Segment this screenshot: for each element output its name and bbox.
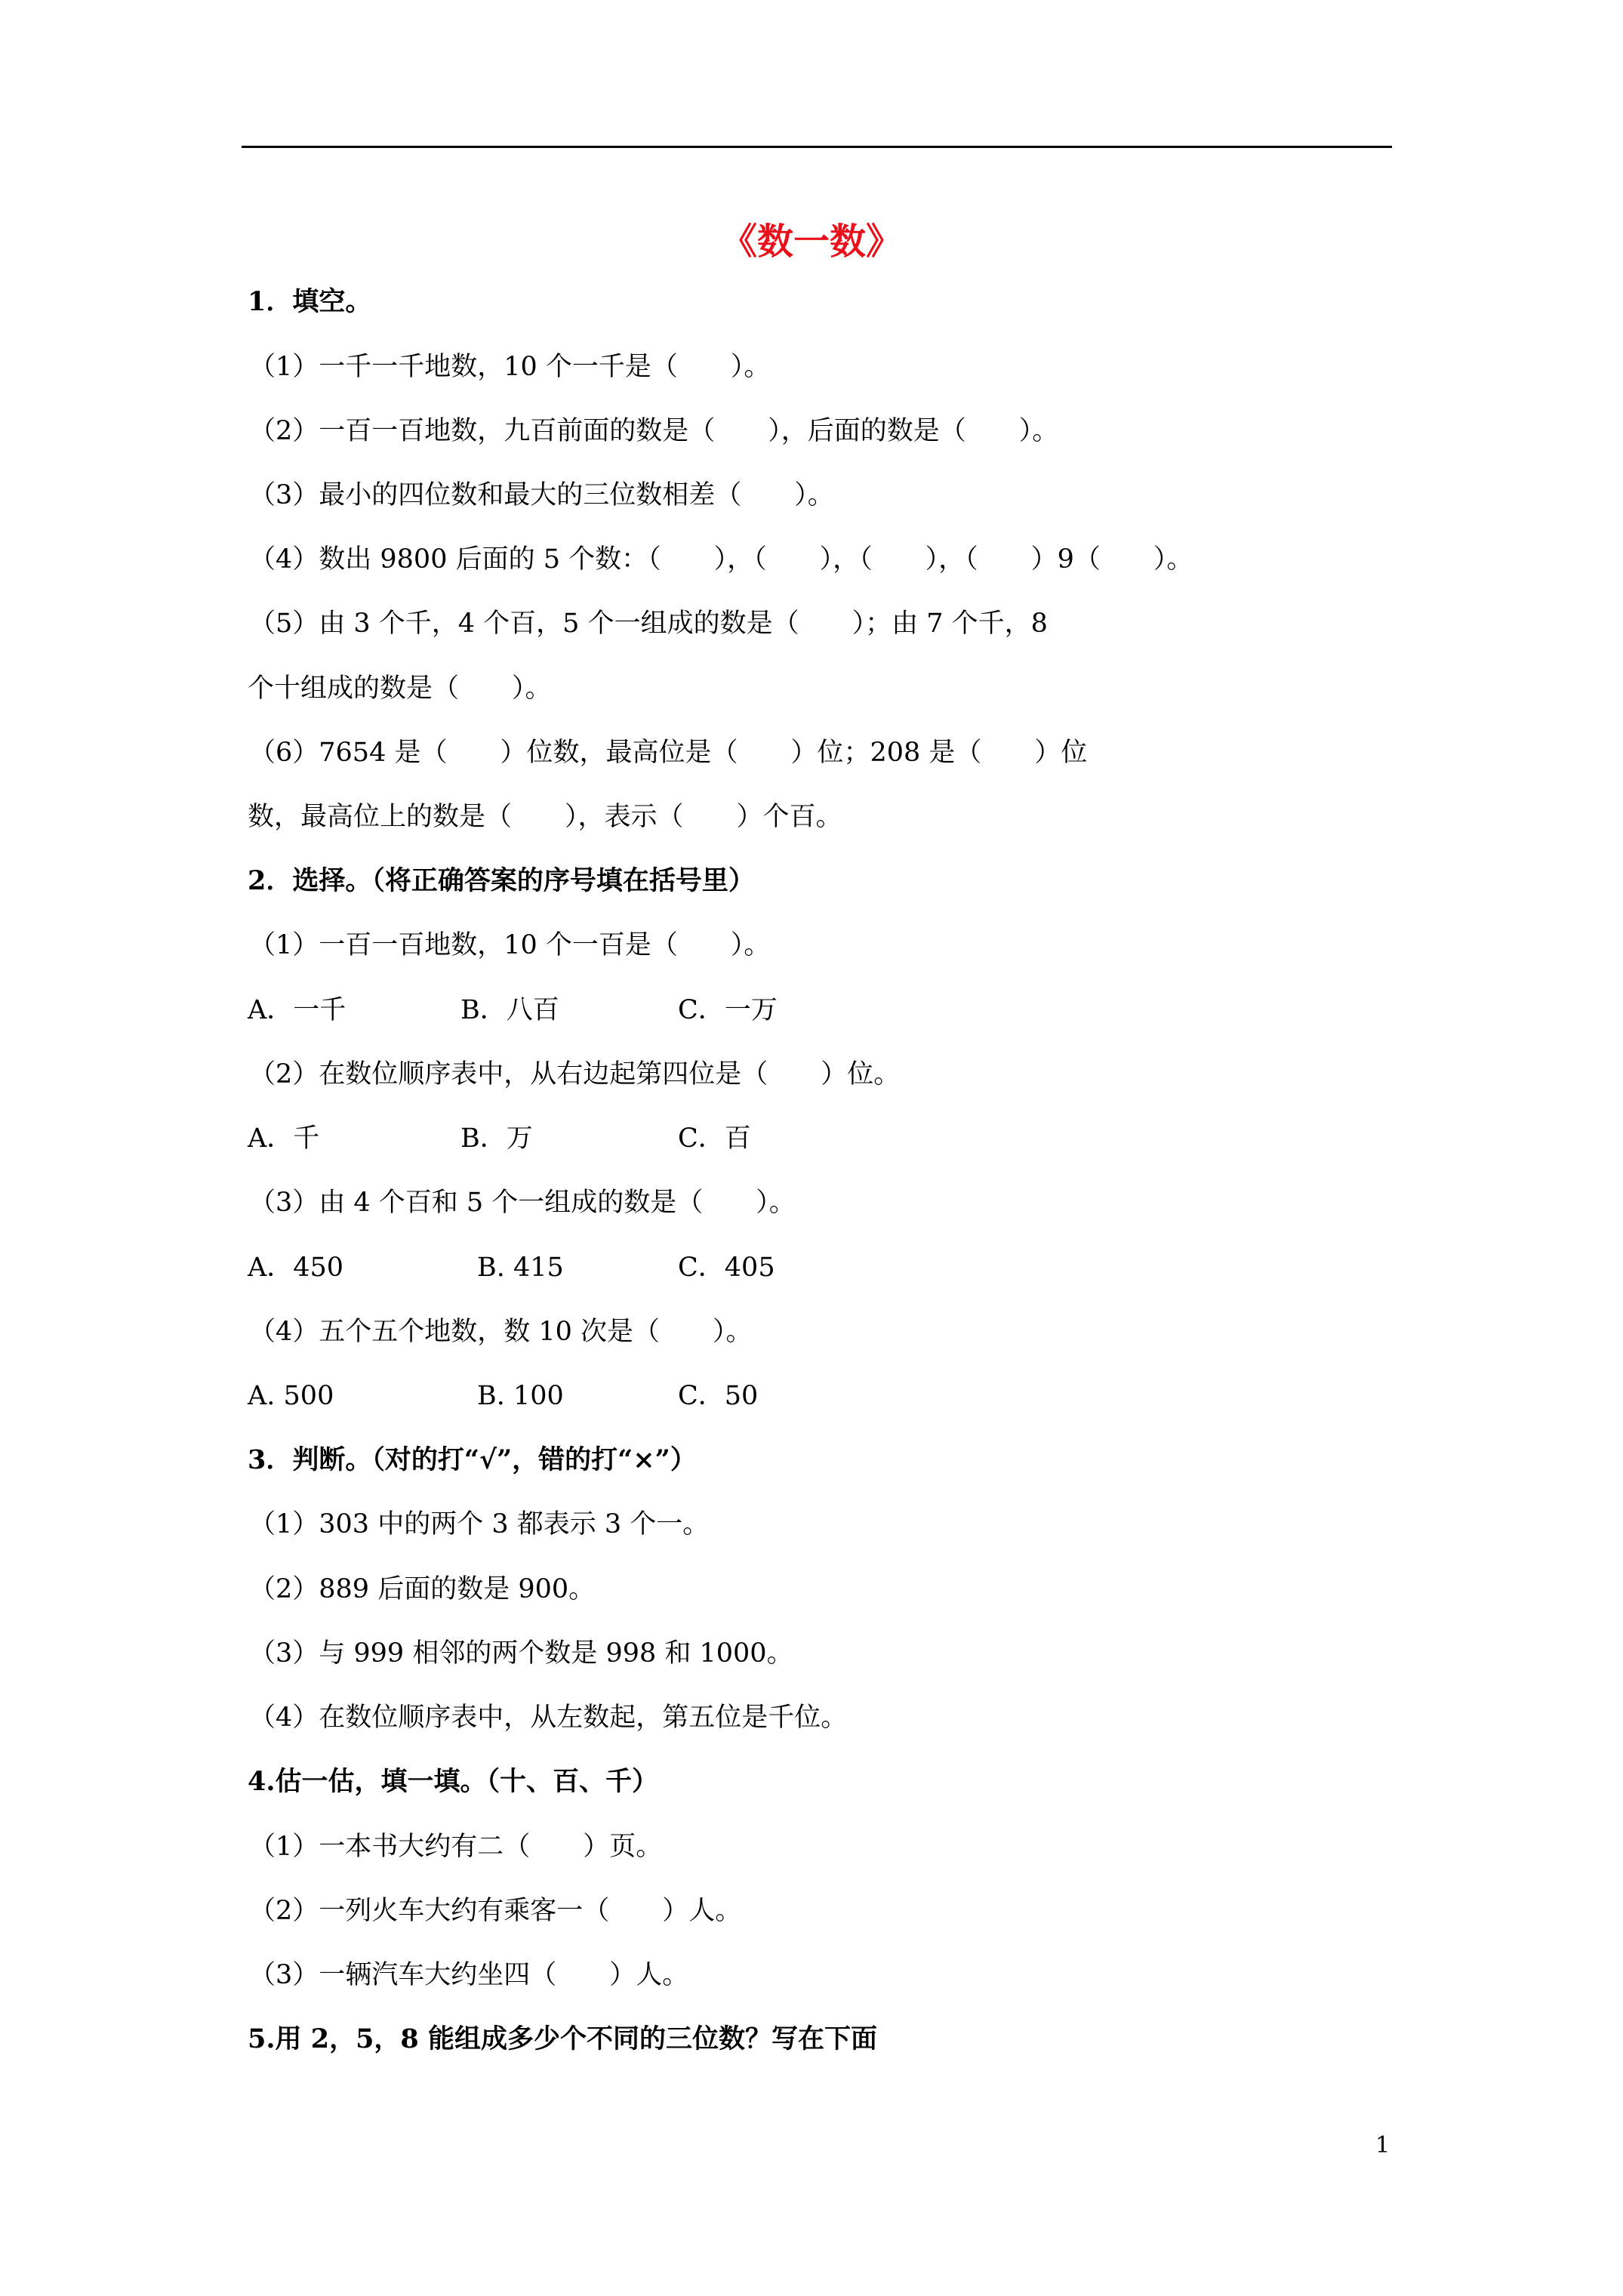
s3-q3: （3）与 999 相邻的两个数是 998 和 1000。 xyxy=(249,1638,793,1669)
s1-q4: （4）数出 9800 后面的 5 个数：（ ），（ ），（ ），（ ）9（ ）。 xyxy=(249,544,1193,575)
s2-q1: （1）一百一百地数，10 个一百是（ ）。 xyxy=(249,930,771,960)
s2-q2: （2）在数位顺序表中，从右边起第四位是（ ）位。 xyxy=(249,1059,901,1089)
s1-q6-line2: 数，最高位上的数是（ ），表示（ ）个百。 xyxy=(248,802,842,832)
section-3-heading: 3．判断。（对的打“√”，错的打“×”） xyxy=(248,1444,697,1475)
section-2-heading: 2．选择。（将正确答案的序号填在括号里） xyxy=(248,865,755,896)
s2-q3-option-a: A．450 xyxy=(248,1253,344,1283)
s2-q4-option-c: C．50 xyxy=(678,1381,759,1411)
s3-q2: （2）889 后面的数是 900。 xyxy=(249,1574,596,1604)
s1-q5-line1: （5）由 3 个千，4 个百，5 个一组成的数是（ ）；由 7 个千，8 xyxy=(249,609,1048,639)
s2-q1-option-c: C．一万 xyxy=(678,995,778,1025)
s1-q3: （3）最小的四位数和最大的三位数相差（ ）。 xyxy=(249,480,834,510)
s2-q3: （3）由 4 个百和 5 个一组成的数是（ ）。 xyxy=(249,1188,796,1218)
page-number: 1 xyxy=(1375,2132,1390,2159)
s2-q4-option-b: B. 100 xyxy=(477,1381,564,1411)
s2-q3-option-c: C．405 xyxy=(678,1253,775,1283)
s3-q1: （1）303 中的两个 3 都表示 3 个一。 xyxy=(249,1509,710,1539)
s2-q4-option-a: A. 500 xyxy=(248,1381,334,1411)
s2-q2-option-b: B．万 xyxy=(460,1123,533,1154)
section-5-heading: 5.用 2，5，8 能组成多少个不同的三位数？写在下面 xyxy=(248,2023,877,2054)
s3-q4: （4）在数位顺序表中，从左数起，第五位是千位。 xyxy=(249,1703,848,1733)
section-1-heading: 1．填空。 xyxy=(248,286,372,317)
s2-q4: （4）五个五个地数，数 10 次是（ ）。 xyxy=(249,1317,753,1347)
s1-q5-line2: 个十组成的数是（ ）。 xyxy=(248,673,552,704)
header-rule xyxy=(242,146,1392,148)
s1-q2: （2）一百一百地数，九百前面的数是（ ），后面的数是（ ）。 xyxy=(249,416,1059,446)
s2-q1-option-a: A．一千 xyxy=(248,995,346,1025)
s2-q2-option-c: C．百 xyxy=(678,1123,751,1154)
s2-q3-option-b: B. 415 xyxy=(477,1253,564,1283)
page-title: 《数一数》 xyxy=(720,220,902,263)
s4-q3: （3）一辆汽车大约坐四（ ）人。 xyxy=(249,1960,689,1990)
section-4-heading: 4.估一估，填一填。（十、百、千） xyxy=(248,1766,659,1797)
s2-q2-option-a: A．千 xyxy=(248,1123,320,1154)
s4-q2: （2）一列火车大约有乘客一（ ）人。 xyxy=(249,1896,742,1926)
s4-q1: （1）一本书大约有二（ ）页。 xyxy=(249,1832,663,1862)
s1-q6-line1: （6）7654 是（ ）位数，最高位是（ ）位；208 是（ ）位 xyxy=(249,738,1088,768)
s1-q1: （1）一千一千地数，10 个一千是（ ）。 xyxy=(249,352,771,382)
s2-q1-option-b: B．八百 xyxy=(460,995,559,1025)
